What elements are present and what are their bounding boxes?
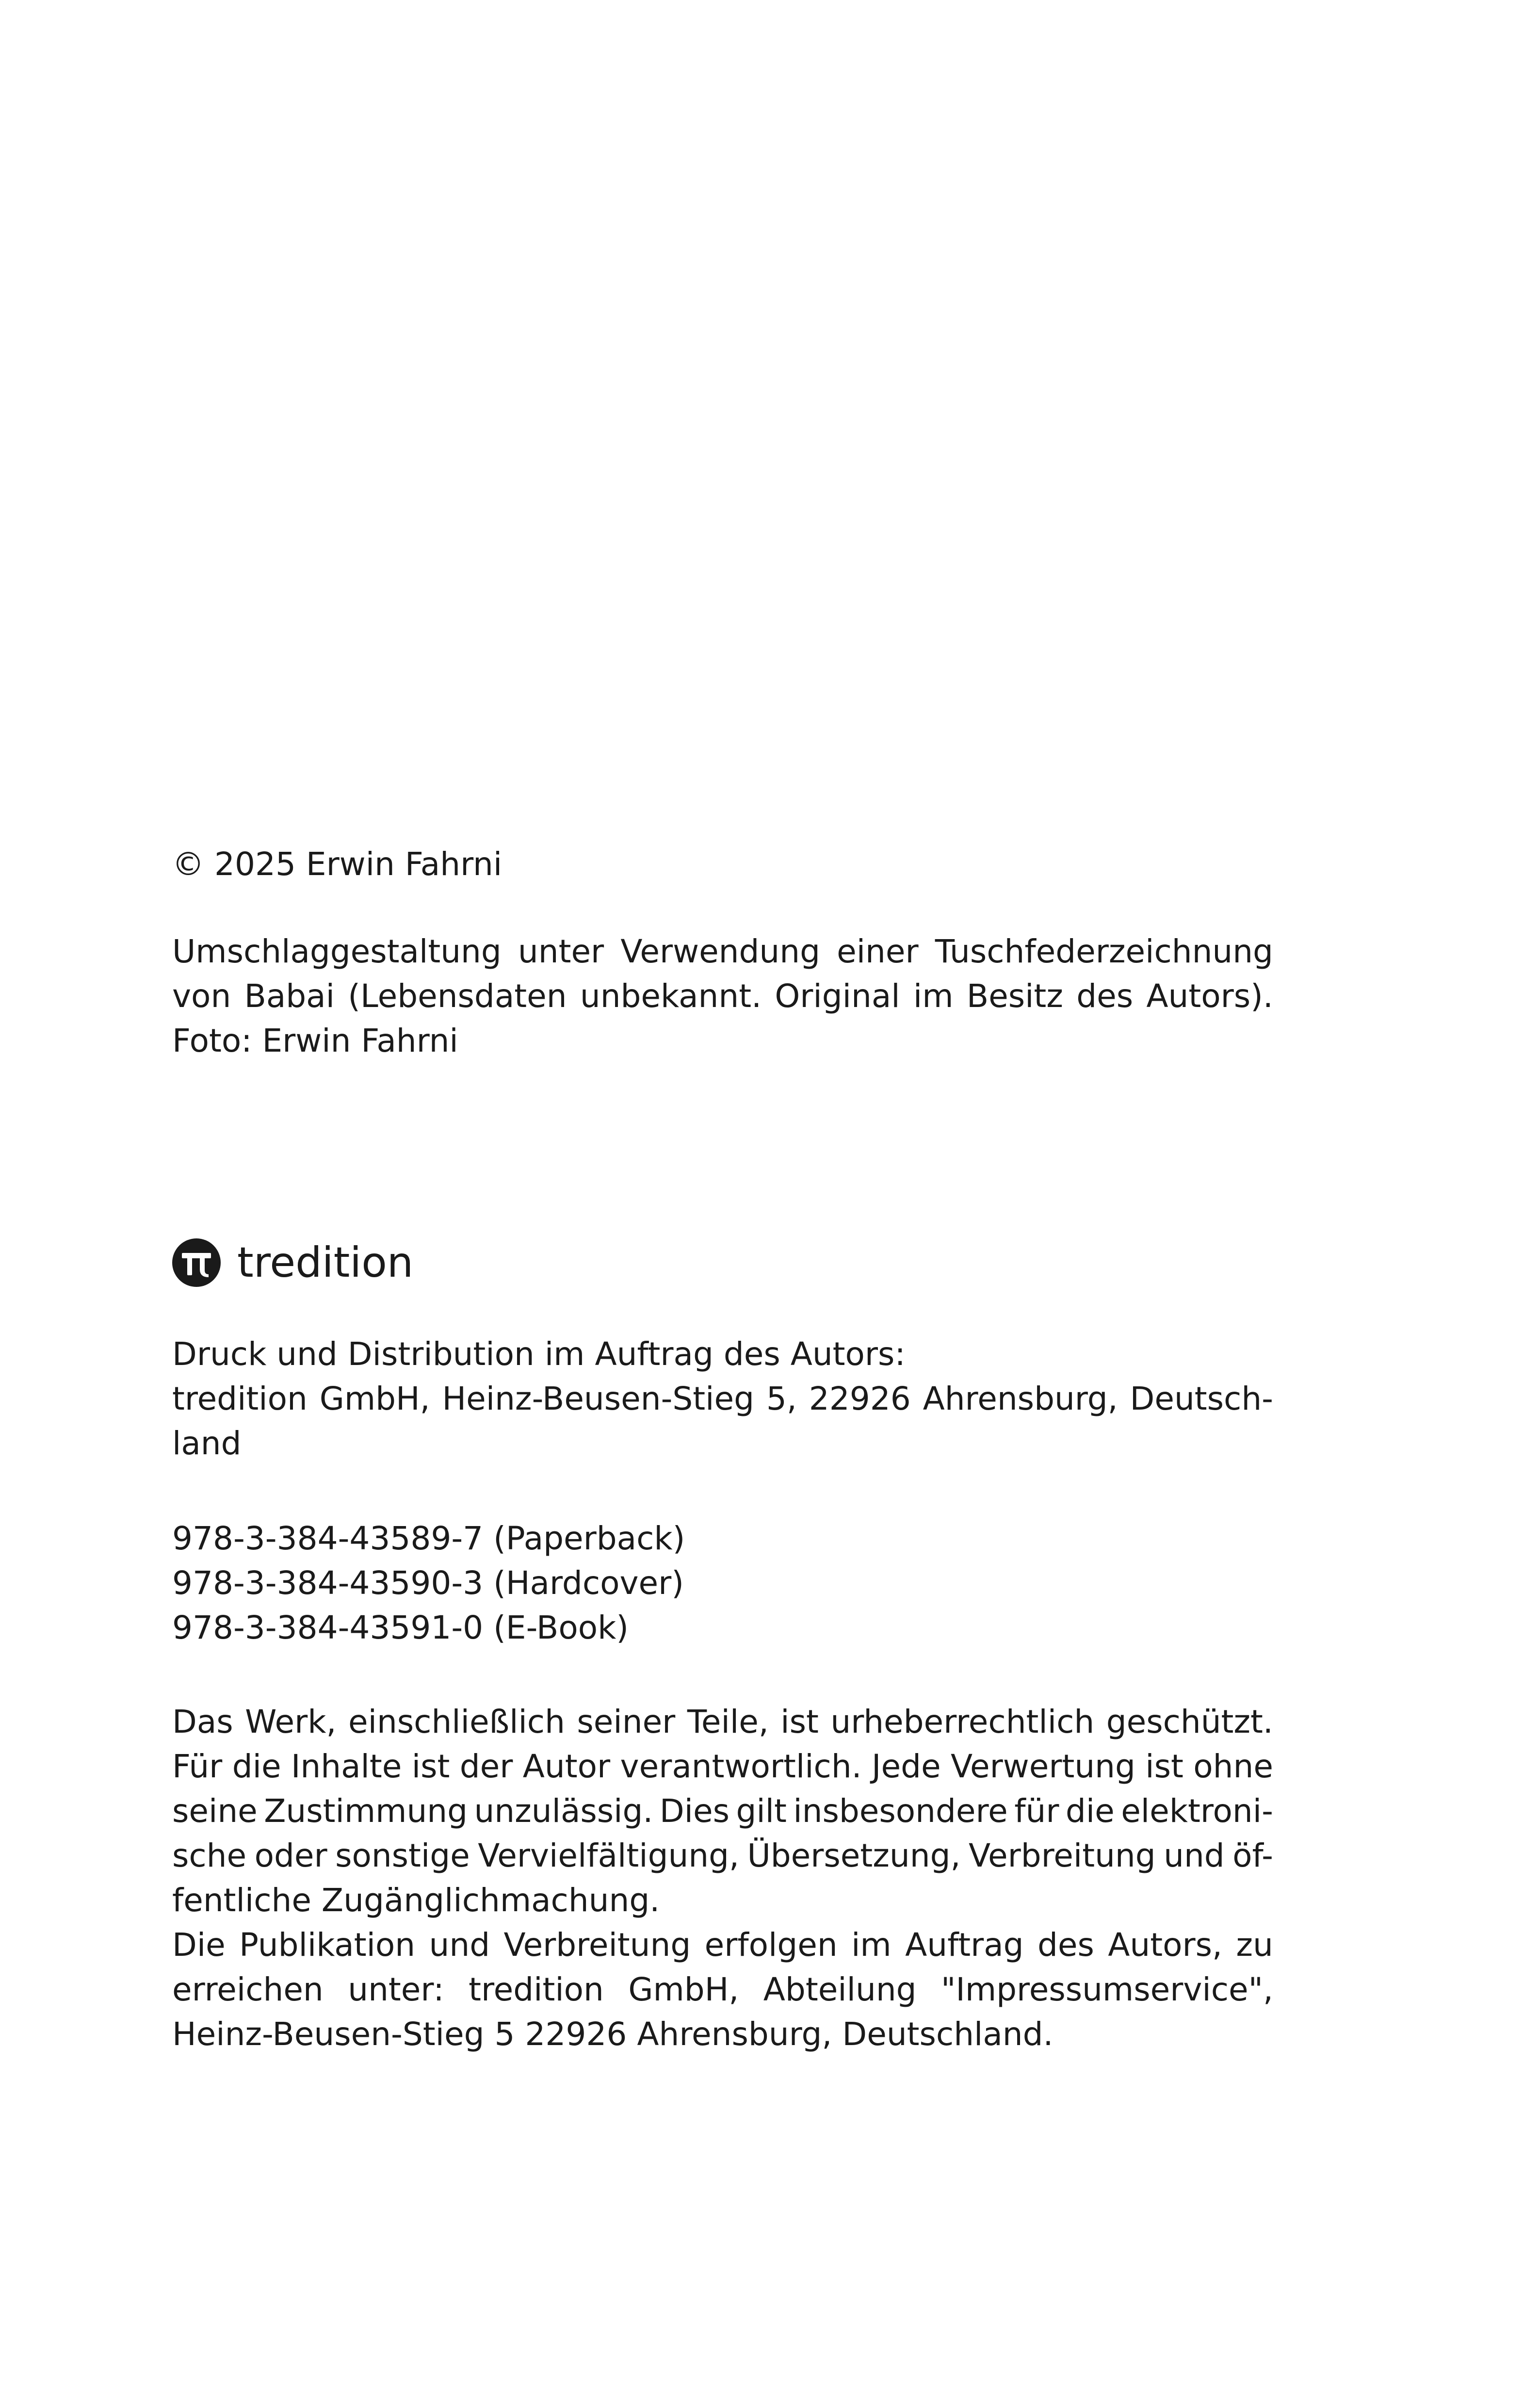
cover-credits: [172, 929, 1273, 1063]
distribution-info: [172, 1332, 1273, 1466]
isbn-list: [172, 1516, 1273, 1650]
distribution-line: Druck und Distribution im Auftrag des Autors:: [172, 1335, 906, 1373]
isbn-line: 978-3-384-43590-3 (Hardcover): [172, 1564, 684, 1602]
copyright-line: © 2025 Erwin Fahrni: [172, 845, 503, 883]
distribution-line: tredition GmbH, Heinz-Beusen-Stieg 5, 22926 Ahrensburg, Deutsch-: [172, 1380, 1273, 1417]
rights-line: erreichen unter: tredition GmbH, Abteilung "Impressumservice",: [172, 1971, 1273, 2008]
isbn-line: 978-3-384-43589-7 (Paperback): [172, 1520, 685, 1557]
rights-line: seine Zustimmung unzulässig. Dies gilt insbesondere für die elektroni-: [172, 1792, 1273, 1830]
rights-line: Das Werk, einschließlich seiner Teile, ist urheberrechtlich geschützt.: [172, 1703, 1273, 1740]
rights-line: fentliche Zugänglichmachung.: [172, 1882, 660, 1919]
distribution-line: land: [172, 1425, 242, 1462]
cover-credit-line: Umschlaggestaltung unter Verwendung einer Tuschfederzeichnung: [172, 933, 1273, 970]
tredition-logo-icon: [172, 1238, 221, 1287]
publisher-logo-text: tredition: [237, 1238, 414, 1287]
cover-credit-line: von Babai (Lebensdaten unbekannt. Original im Besitz des Autors).: [172, 977, 1273, 1015]
rights-line: Heinz-Beusen-Stieg 5 22926 Ahrensburg, Deutschland.: [172, 2015, 1054, 2053]
rights-notice: [172, 1700, 1273, 2057]
rights-line: Für die Inhalte ist der Autor verantwortlich. Jede Verwertung ist ohne: [172, 1748, 1273, 1785]
isbn-line: 978-3-384-43591-0 (E-Book): [172, 1609, 629, 1646]
rights-line: sche oder sonstige Vervielfältigung, Übersetzung, Verbreitung und öf-: [172, 1837, 1273, 1874]
copyright-notice: [172, 842, 1273, 887]
publisher-logo: [172, 1236, 413, 1289]
rights-line: Die Publikation und Verbreitung erfolgen im Auftrag des Autors, zu: [172, 1926, 1273, 1964]
cover-credit-line: Foto: Erwin Fahrni: [172, 1022, 458, 1059]
